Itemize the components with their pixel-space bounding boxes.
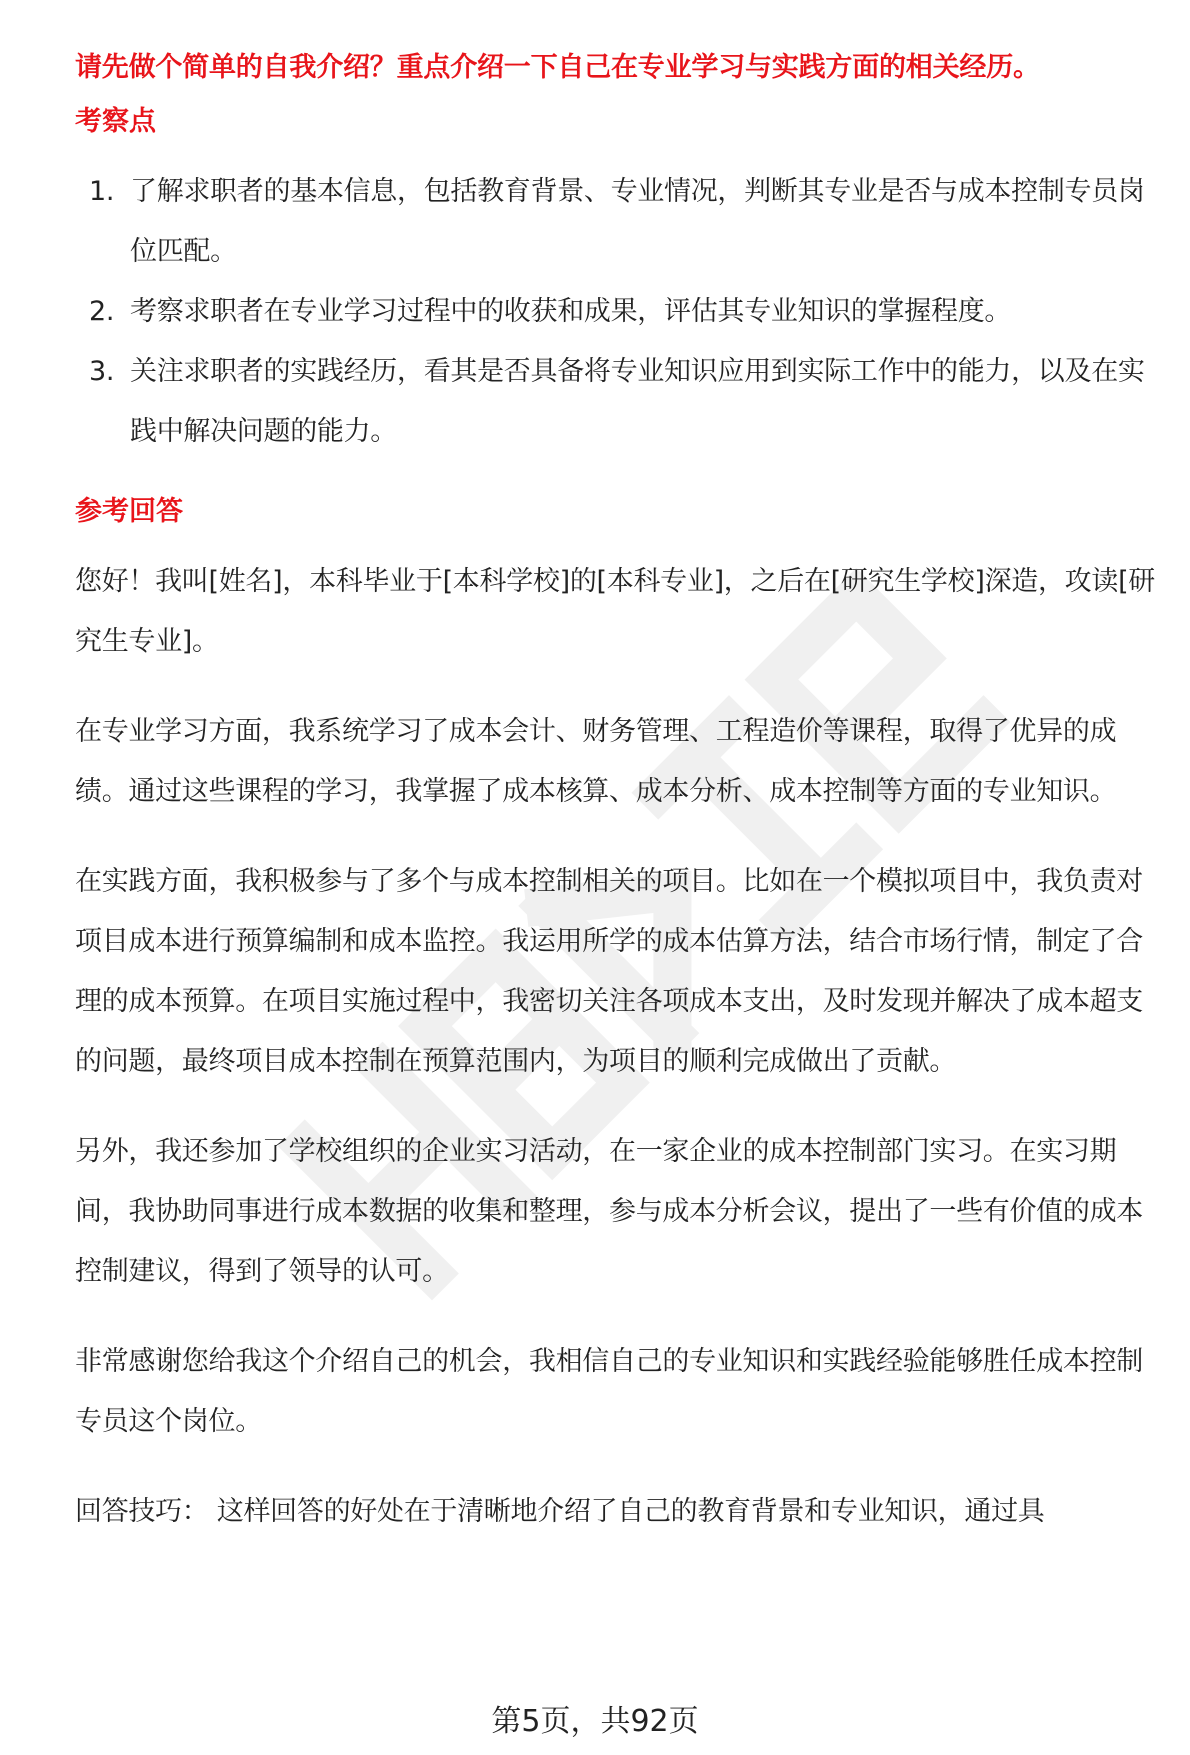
list-item-text: 考察求职者在专业学习过程中的收获和成果，评估其专业知识的掌握程度。: [130, 296, 1012, 327]
answer-paragraph: 非常感谢您给我这个介绍自己的机会，我相信自己的专业知识和实践经验能够胜任成本控制专员这个岗位。: [75, 1346, 1143, 1437]
page-number: 第5页，共92页: [491, 1704, 699, 1739]
list-item-text: 关注求职者的实践经历，看其是否具备将专业知识应用到实际工作中的能力，以及在实践中解决问题的能力。: [130, 356, 1145, 447]
list-item-text: 了解求职者的基本信息，包括教育背景、专业情况，判断其专业是否与成本控制专员岗位匹配。: [130, 176, 1145, 267]
list-item-number: 1.: [89, 176, 115, 207]
answer-tips: 回答技巧： 这样回答的好处在于清晰地介绍了自己的教育背景和专业知识，通过具: [75, 1496, 1045, 1527]
answer-heading: 参考回答: [75, 496, 183, 527]
list-item: [75, 282, 1165, 342]
question-title: 请先做个简单的自我介绍？重点介绍一下自己在专业学习与实践方面的相关经历。: [75, 52, 1040, 83]
list-item: [75, 162, 1165, 282]
points-heading: 考察点: [75, 106, 156, 137]
list-item-number: 3.: [89, 356, 115, 387]
answer-paragraph: 在专业学习方面，我系统学习了成本会计、财务管理、工程造价等课程，取得了优异的成绩。通过这些课程的学习，我掌握了成本核算、成本分析、成本控制等方面的专业知识。: [75, 716, 1117, 807]
answer-paragraph: 在实践方面，我积极参与了多个与成本控制相关的项目。比如在一个模拟项目中，我负责对项目成本进行预算编制和成本监控。我运用所学的成本估算方法，结合市场行情，制定了合理的成本预算。在项目实施过程中，我密切关注各项成本支出，及时发现并解决了成本超支的问题，最终项目成本控制在预算范围内，为项目的顺利完成做出了贡献。: [75, 866, 1143, 1077]
points-list: [75, 162, 1165, 462]
document-content: [75, 48, 1165, 1542]
list-item: [75, 342, 1165, 462]
list-item-number: 2.: [89, 296, 115, 327]
answer-paragraph: 您好！我叫[姓名]，本科毕业于[本科学校]的[本科专业]，之后在[研究生学校]深造，攻读[研究生专业]。: [75, 566, 1156, 657]
answer-paragraph: 另外，我还参加了学校组织的企业实习活动，在一家企业的成本控制部门实习。在实习期间，我协助同事进行成本数据的收集和整理，参与成本分析会议，提出了一些有价值的成本控制建议，得到了领导的认可。: [75, 1136, 1143, 1287]
